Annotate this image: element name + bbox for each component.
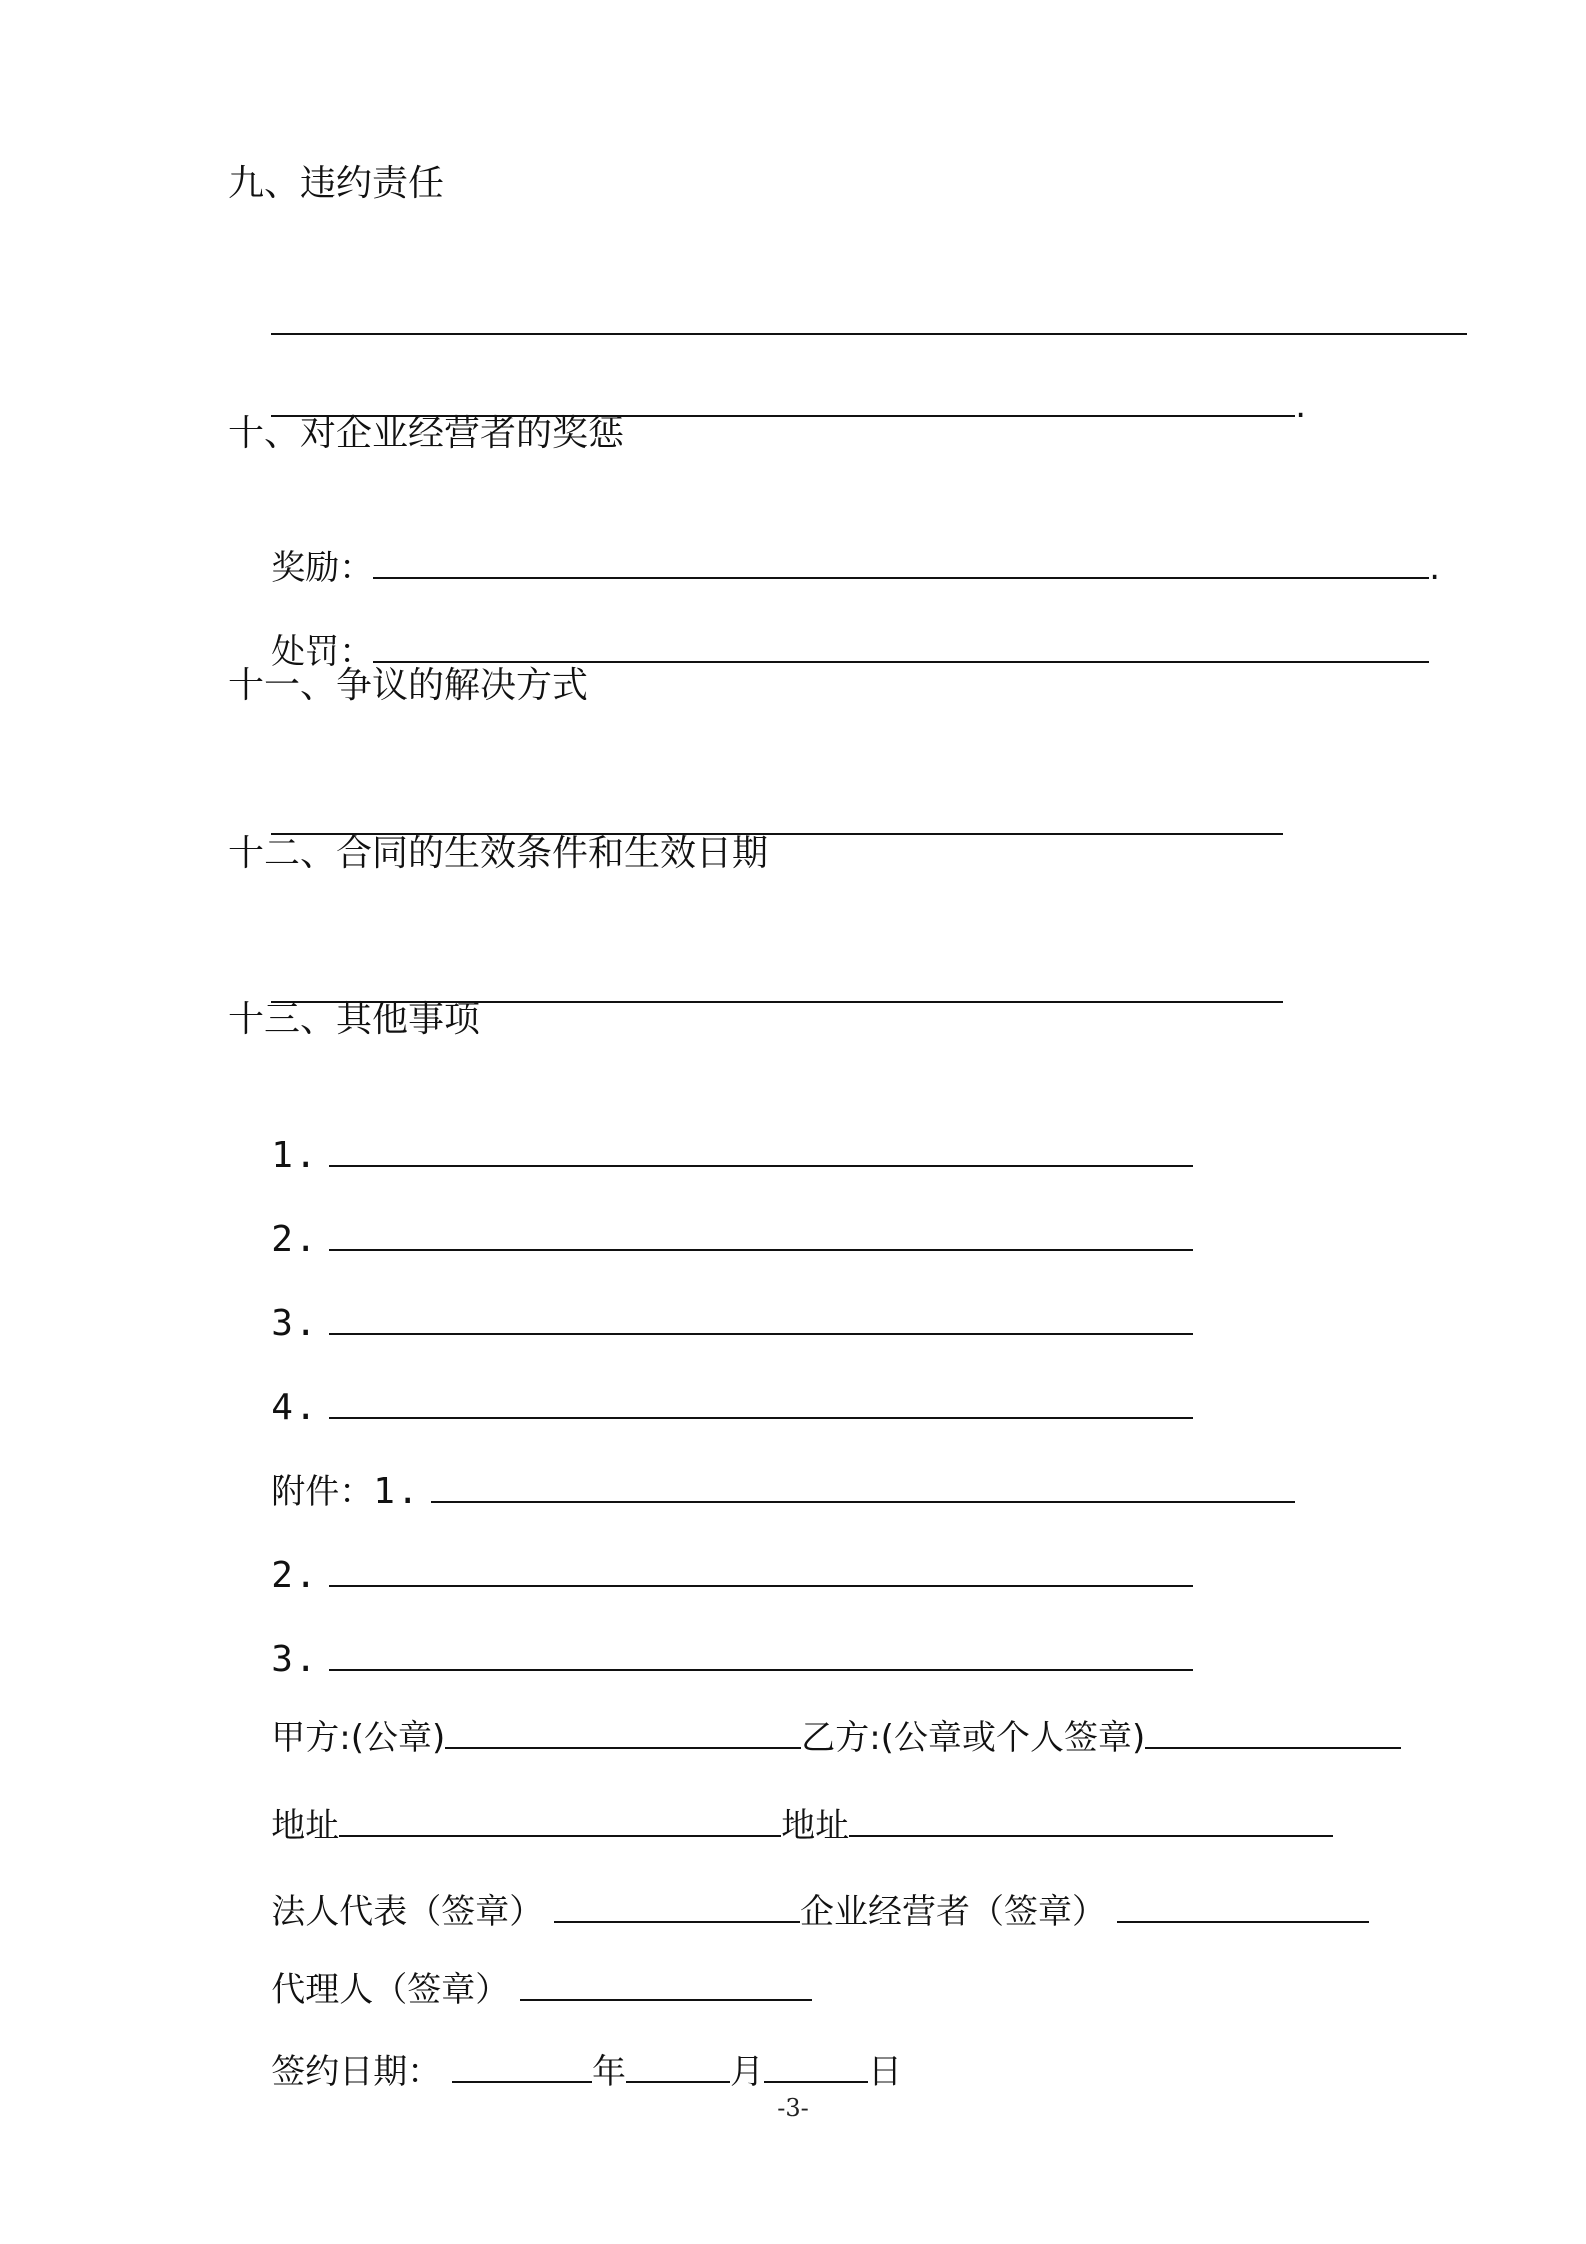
item-number: 2. bbox=[271, 1219, 319, 1260]
item-number: 4. bbox=[271, 1387, 319, 1428]
operator-label: 企业经营者（签章） bbox=[800, 1892, 1107, 1932]
penalty-label: 处罚： bbox=[271, 632, 374, 672]
item-number: 1. bbox=[271, 1135, 319, 1176]
section-9-title: 九、违约责任 bbox=[228, 163, 445, 204]
period: . bbox=[1429, 548, 1441, 588]
section-11-title: 十一、争议的解决方式 bbox=[228, 665, 589, 706]
section-12-title: 十二、合同的生效条件和生效日期 bbox=[228, 833, 769, 874]
address-a-label: 地址 bbox=[271, 1806, 340, 1846]
party-a-label: 甲方:(公章) bbox=[271, 1718, 446, 1758]
item-number: 3. bbox=[271, 1639, 319, 1680]
month-label: 月 bbox=[730, 2052, 765, 2092]
agent-label: 代理人（签章） bbox=[271, 1970, 510, 2010]
reward-label: 奖励： bbox=[271, 548, 374, 588]
party-b-label: 乙方:(公章或个人签章) bbox=[801, 1718, 1146, 1758]
day-label: 日 bbox=[868, 2052, 903, 2092]
item-number: 3. bbox=[271, 1303, 319, 1344]
item-number: 1. bbox=[373, 1471, 421, 1512]
section-10-title: 十、对企业经营者的奖惩 bbox=[228, 413, 625, 454]
address-b-label: 地址 bbox=[781, 1806, 850, 1846]
item-number: 2. bbox=[271, 1555, 319, 1596]
section-13-title: 十三、其他事项 bbox=[228, 999, 481, 1040]
period: . bbox=[1295, 386, 1307, 426]
attachment-label: 附件： bbox=[271, 1472, 374, 1512]
legal-rep-label: 法人代表（签章） bbox=[271, 1892, 544, 1932]
page-number: -3- bbox=[777, 2094, 809, 2122]
date-label: 签约日期： bbox=[271, 2052, 442, 2092]
year-label: 年 bbox=[592, 2052, 627, 2092]
